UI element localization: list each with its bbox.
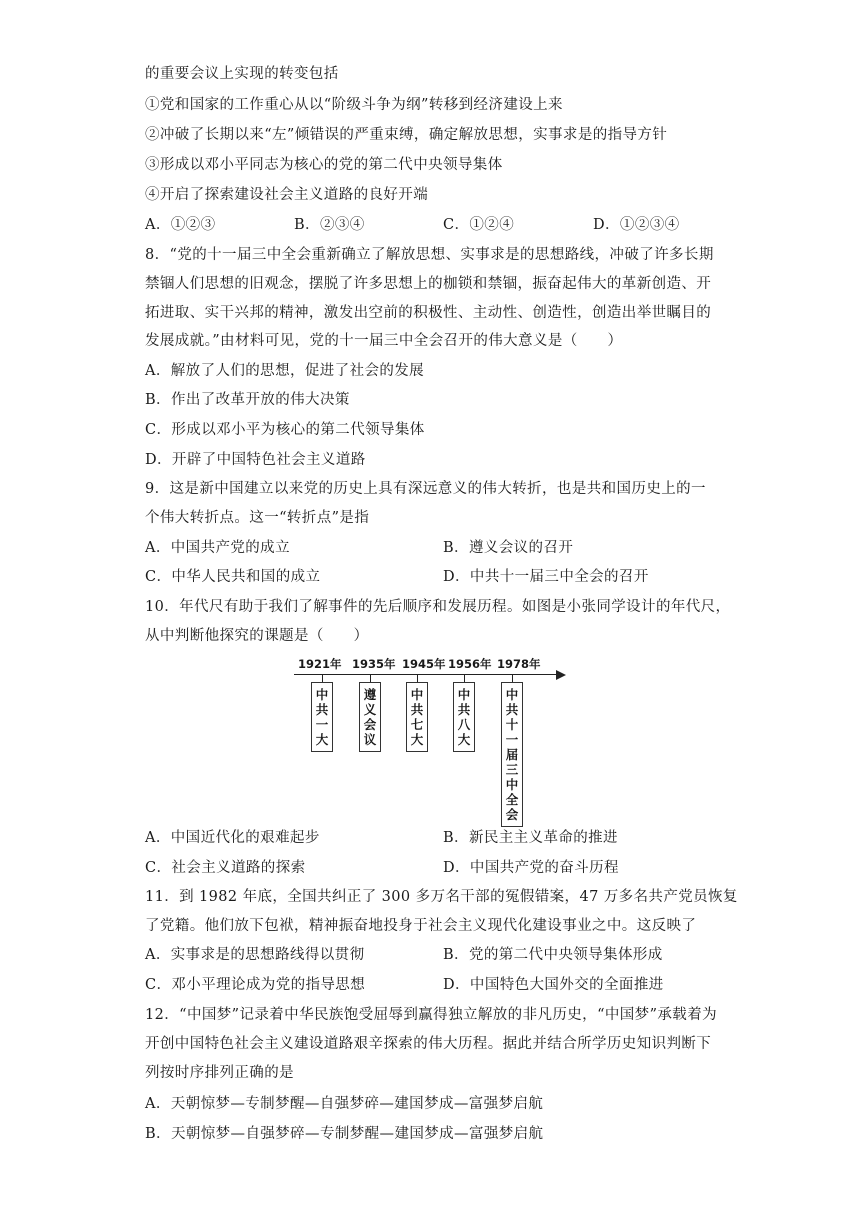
- timeline-event-1: 中共一大: [311, 682, 333, 752]
- q8-option-b[interactable]: B．作出了改革开放的伟大决策: [145, 392, 350, 408]
- timeline-tick: [417, 674, 418, 682]
- timeline-year-1: 1921年: [298, 657, 342, 671]
- timeline-event-4: 中共八大: [453, 682, 475, 752]
- timeline-event-5: 中共十一届三中全会: [501, 682, 523, 827]
- timeline-figure: [290, 656, 570, 822]
- timeline-year-5: 1978年: [497, 657, 541, 671]
- q11-stem-line-1: 11．到 1982 年底，全国共纠正了 300 多万名干部的冤假错案，47 万多名共产党员恢复: [145, 889, 738, 905]
- timeline-axis: [294, 674, 558, 675]
- q9-option-a[interactable]: A．中国共产党的成立: [145, 540, 290, 556]
- q7-statement-2: ②冲破了长期以来“左”倾错误的严重束缚，确定解放思想，实事求是的指导方针: [145, 127, 668, 143]
- q12-stem-line-1: 12．“中国梦”记录着中华民族饱受屈辱到赢得独立解放的非凡历史，“中国梦”承载着为: [145, 1007, 717, 1023]
- q8-stem-line-2: 禁锢人们思想的旧观念，摆脱了许多思想上的枷锁和禁锢，振奋起伟大的革新创造、开: [145, 276, 712, 292]
- q9-option-b[interactable]: B．遵义会议的召开: [443, 540, 574, 556]
- q7-statement-1: ①党和国家的工作重心从以“阶级斗争为纲”转移到经济建设上来: [145, 97, 563, 113]
- q8-option-d[interactable]: D．开辟了中国特色社会主义道路: [145, 452, 366, 468]
- q10-stem-line-1: 10．年代尺有助于我们了解事件的先后顺序和发展历程。如图是小张同学设计的年代尺，: [145, 599, 731, 615]
- timeline-arrow-icon: [556, 670, 566, 680]
- timeline-year-3: 1945年: [402, 657, 446, 671]
- timeline-year-2: 1935年: [352, 657, 396, 671]
- q7-stem-cont: 的重要会议上实现的转变包括: [145, 66, 339, 82]
- q11-option-c[interactable]: C．邓小平理论成为党的指导思想: [145, 977, 366, 993]
- q9-option-c[interactable]: C．中华人民共和国的成立: [145, 569, 321, 585]
- q12-stem-line-2: 开创中国特色社会主义建设道路艰辛探索的伟大历程。据此并结合所学历史知识判断下: [145, 1036, 712, 1052]
- q10-option-c[interactable]: C．社会主义道路的探索: [145, 860, 306, 876]
- q11-option-b[interactable]: B．党的第二代中央领导集体形成: [443, 947, 663, 963]
- q7-option-d[interactable]: D．①②③④: [593, 217, 680, 233]
- q11-option-a[interactable]: A．实事求是的思想路线得以贯彻: [145, 947, 365, 963]
- q10-option-a[interactable]: A．中国近代化的艰难起步: [145, 830, 320, 846]
- q11-option-d[interactable]: D．中国特色大国外交的全面推进: [443, 977, 664, 993]
- q7-option-b[interactable]: B．②③④: [294, 217, 365, 233]
- timeline-event-3: 中共七大: [406, 682, 428, 752]
- q8-stem-line-3: 拓进取、实干兴邦的精神，激发出空前的积极性、主动性、创造性，创造出举世瞩目的: [145, 305, 712, 321]
- q7-statement-4: ④开启了探索建设社会主义道路的良好开端: [145, 187, 429, 203]
- timeline-tick: [512, 674, 513, 682]
- q8-stem-line-1: 8．“党的十一届三中全会重新确立了解放思想、实事求是的思想路线，冲破了许多长期: [145, 247, 714, 263]
- q7-option-c[interactable]: C．①②④: [443, 217, 515, 233]
- q9-stem-line-1: 9．这是新中国建立以来党的历史上具有深远意义的伟大转折，也是共和国历史上的一: [145, 481, 706, 497]
- q9-option-d[interactable]: D．中共十一届三中全会的召开: [443, 569, 649, 585]
- q8-option-c[interactable]: C．形成以邓小平为核心的第二代领导集体: [145, 422, 425, 438]
- timeline-tick: [322, 674, 323, 682]
- q12-stem-line-3: 列按时序排列正确的是: [145, 1065, 294, 1081]
- q8-option-a[interactable]: A．解放了人们的思想，促进了社会的发展: [145, 363, 425, 379]
- q12-option-b[interactable]: B．天朝惊梦—自强梦碎—专制梦醒—建国梦成—富强梦启航: [145, 1126, 544, 1142]
- timeline-year-4: 1956年: [448, 657, 492, 671]
- q10-option-b[interactable]: B．新民主主义革命的推进: [443, 830, 618, 846]
- q12-option-a[interactable]: A．天朝惊梦—专制梦醒—自强梦碎—建国梦成—富强梦启航: [145, 1096, 544, 1112]
- q11-stem-line-2: 了党籍。他们放下包袱，精神振奋地投身于社会主义现代化建设事业之中。这反映了: [145, 918, 697, 934]
- q10-stem-line-2: 从中判断他探究的课题是（ ）: [145, 628, 369, 644]
- q8-stem-line-4: 发展成就。”由材料可见，党的十一届三中全会召开的伟大意义是（ ）: [145, 333, 623, 349]
- timeline-event-2: 遵义会议: [359, 682, 381, 752]
- q10-option-d[interactable]: D．中国共产党的奋斗历程: [443, 860, 619, 876]
- timeline-tick: [370, 674, 371, 682]
- q9-stem-line-2: 个伟大转折点。这一“转折点”是指: [145, 510, 370, 526]
- timeline-tick: [464, 674, 465, 682]
- q7-statement-3: ③形成以邓小平同志为核心的党的第二代中央领导集体: [145, 157, 503, 173]
- q7-option-a[interactable]: A．①②③: [145, 217, 216, 233]
